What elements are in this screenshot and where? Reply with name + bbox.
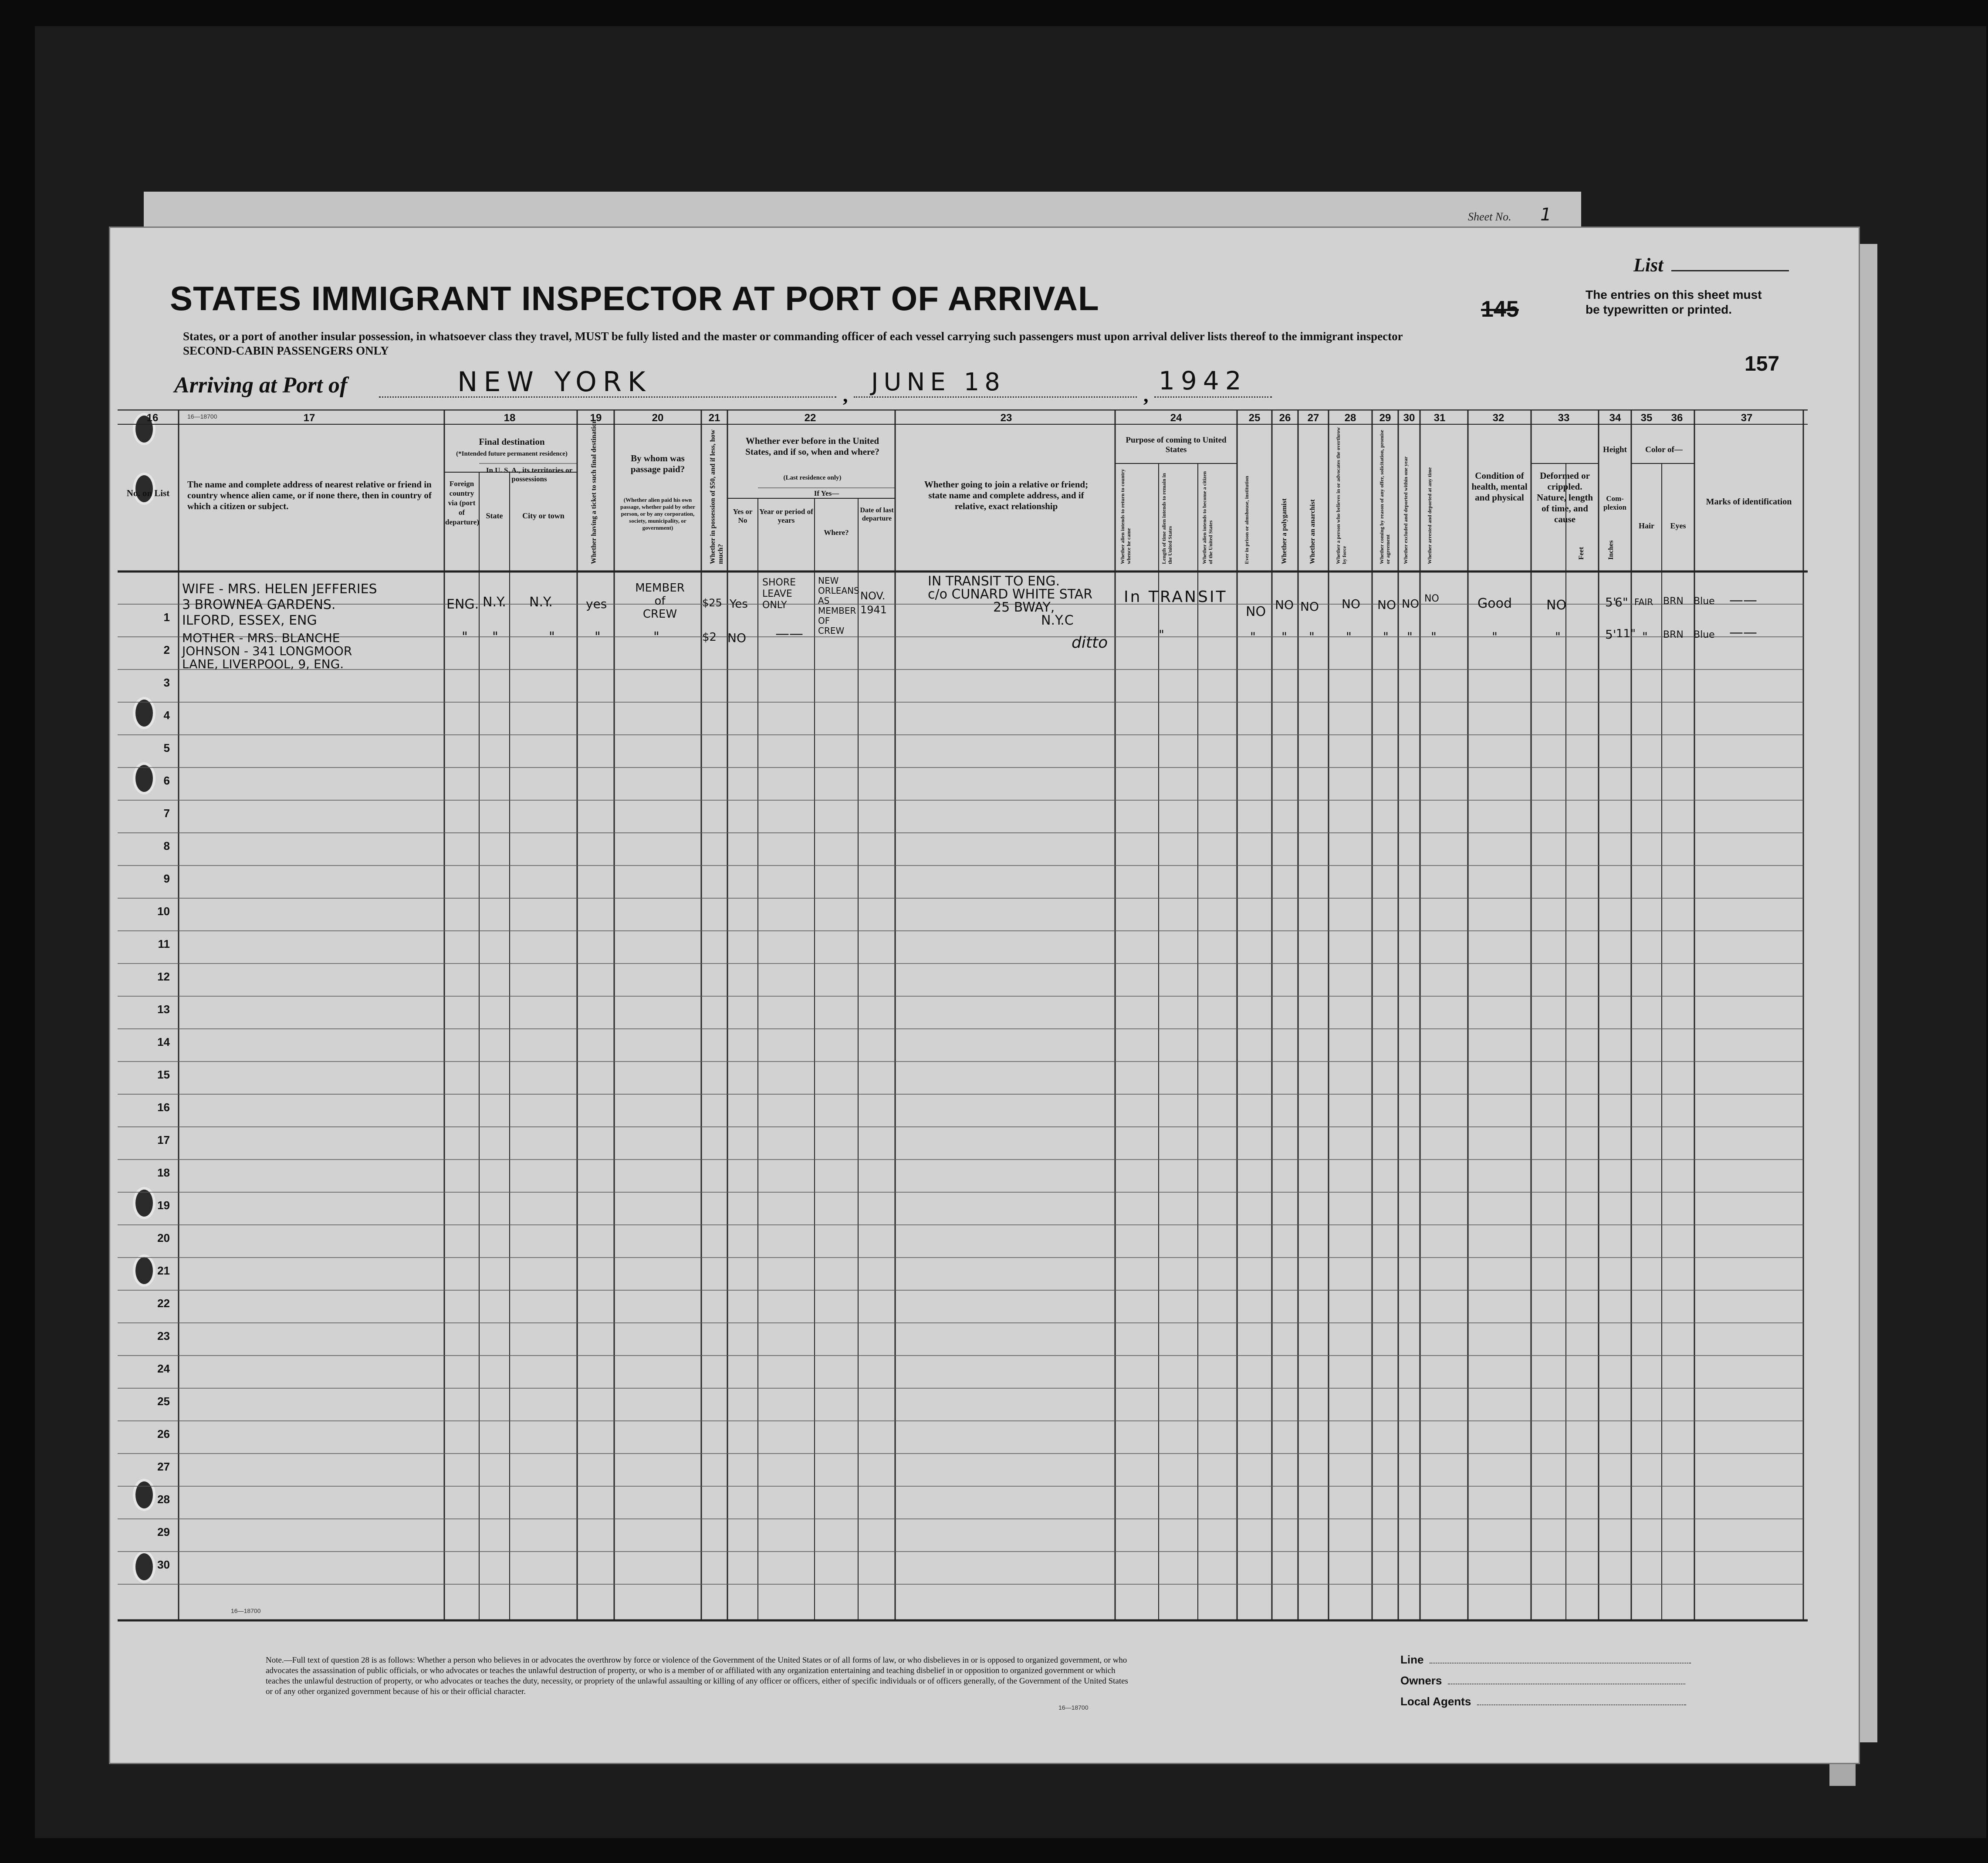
- row1-passage-line3: CREW: [642, 608, 677, 621]
- row1-last-departure: [860, 589, 887, 617]
- row1-anarchist: NO: [1300, 599, 1319, 614]
- row-number: 18: [157, 1166, 170, 1179]
- header-final-destination-sub: (*Intended future permanent residence): [456, 450, 568, 457]
- header-ever-before-sub: (Last residence only): [783, 474, 842, 481]
- row1-join-line2: c/o CUNARD WHITE STAR: [928, 587, 1093, 602]
- row1-prison: NO: [1246, 604, 1266, 619]
- header-ticket: Whether having a ticket to such final destination: [590, 419, 598, 564]
- row1-date-line2: 1941: [860, 604, 887, 616]
- list-label-text: List: [1633, 254, 1663, 276]
- row1-before-yes-no: Yes: [730, 598, 748, 611]
- row-number: 5: [163, 741, 170, 754]
- row-number: 30: [157, 1558, 170, 1571]
- row1-eyes: Blue: [1694, 596, 1715, 607]
- row-number: 14: [157, 1035, 170, 1048]
- list-label: [1633, 254, 1789, 276]
- header-city: City or town: [522, 511, 565, 520]
- row1-join-line1: IN TRANSIT TO ENG.: [928, 574, 1060, 589]
- header-color-of: Color of—: [1645, 445, 1683, 454]
- row2-prison: ": [1250, 629, 1256, 644]
- header-anarchist: Whether an anarchist: [1309, 499, 1316, 564]
- col-number: 25: [1248, 412, 1261, 424]
- row-number: 26: [157, 1427, 170, 1440]
- row1-relative-line1: WIFE - MRS. HELEN JEFFERIES: [182, 582, 377, 597]
- header-no-on-list: No. on List: [126, 488, 170, 498]
- row1-q30: NO: [1402, 598, 1419, 611]
- comma-2: ,: [1143, 384, 1149, 406]
- row-number: 24: [157, 1362, 170, 1375]
- row-number: 21: [157, 1264, 170, 1277]
- row2-city: ": [549, 629, 555, 645]
- header-health: Condition of health, mental and physical: [1471, 470, 1528, 503]
- row1-money: $25: [702, 597, 722, 609]
- row1-join-line3: 25 BWAY,: [993, 600, 1055, 615]
- row2-health: ": [1492, 629, 1498, 644]
- row-number: 11: [158, 937, 170, 950]
- col-number: 24: [1170, 412, 1182, 424]
- header-height: Height: [1603, 445, 1627, 454]
- row-number: 29: [157, 1525, 170, 1538]
- col-number: 35: [1640, 412, 1653, 424]
- header-purpose-citizen: Whether alien intends to become a citizen of the United States: [1201, 471, 1214, 564]
- struck-list-number: 145: [1481, 297, 1519, 322]
- header-q31: Whether arrested and deported at any time: [1427, 467, 1433, 564]
- row2-purpose: ": [1159, 627, 1164, 642]
- row1-city: N.Y.: [529, 595, 553, 610]
- row2-inches: 11": [1616, 627, 1636, 640]
- row2-relative-line3: LANE, LIVERPOOL, 9, ENG.: [182, 657, 344, 671]
- row1-join-line4: N.Y.C: [1041, 613, 1074, 628]
- row-number: 12: [157, 970, 170, 983]
- row-number: 2: [163, 643, 170, 656]
- footer-form-code: 16—18700: [1058, 1704, 1089, 1711]
- row-number: 15: [157, 1068, 170, 1081]
- row1-foreign-country: ENG.: [446, 597, 479, 612]
- row1-relative-line3: ILFORD, ESSEX, ENG: [182, 613, 317, 628]
- footer-agents-label: Local Agents: [1400, 1695, 1471, 1708]
- row2-state: ": [492, 629, 498, 645]
- row-number: 20: [157, 1231, 170, 1244]
- header-years: Year or period of years: [759, 507, 813, 524]
- year-value: 1942: [1159, 366, 1248, 396]
- col-number: 19: [590, 412, 602, 424]
- header-hair: Hair: [1639, 521, 1654, 530]
- row2-polygamist: ": [1281, 629, 1287, 644]
- instruction-line-1: States, or a port of another insular possession, in whatsoever class they travel, MUST be fully listed and the master or commanding officer of each vessel carrying such passengers must upon arrival deliver lists thereof to the immigrant inspector: [183, 330, 1403, 343]
- page-number: 157: [1745, 352, 1780, 375]
- header-ever-before: Whether ever before in the United States, and if so, when and where?: [745, 436, 879, 457]
- header-inches: Inches: [1607, 540, 1615, 560]
- row1-years: [762, 577, 796, 611]
- year-blank: [1154, 396, 1272, 398]
- row-number: 9: [163, 872, 170, 885]
- row-number: 19: [157, 1199, 170, 1212]
- list-blank-line: [1671, 270, 1789, 271]
- row1-relative-line2: 3 BROWNEA GARDENS.: [182, 597, 336, 612]
- header-q28: Whether a person who believes in or advocates the overthrow by force: [1335, 427, 1347, 564]
- row1-ticket: yes: [586, 597, 607, 611]
- row1-join: [928, 575, 1092, 627]
- sheet-number: [1468, 205, 1552, 225]
- row2-deformed: ": [1555, 629, 1561, 644]
- row1-inches: 6": [1615, 595, 1628, 609]
- header-passage-paid: By whom was passage paid?: [630, 453, 685, 474]
- row-number: 10: [157, 905, 170, 918]
- row2-eyes: Blue: [1694, 629, 1715, 640]
- header-purpose: Purpose of coming to United States: [1126, 436, 1227, 454]
- row1-feet: 5': [1605, 595, 1616, 609]
- header-polygamist: Whether a polygamist: [1281, 498, 1288, 564]
- header-where: Where?: [824, 528, 849, 537]
- col-number: 32: [1492, 412, 1505, 424]
- col-number: 23: [1000, 412, 1012, 424]
- header-yes-no: Yes or No: [733, 507, 753, 524]
- col-number: 31: [1434, 412, 1446, 424]
- header-q30: Whether excluded and deported within one year: [1403, 456, 1409, 564]
- arriving-line: [174, 372, 347, 398]
- row1-complexion: FAIR: [1634, 597, 1653, 607]
- row2-complexion: ": [1642, 629, 1648, 644]
- instruction-line-2: SECOND-CABIN PASSENGERS ONLY: [183, 344, 389, 357]
- arriving-label: Arriving at Port of: [174, 373, 348, 398]
- row2-marks: ——: [1729, 624, 1757, 640]
- row2-q31: ": [1431, 629, 1437, 644]
- sheet-no-label: Sheet No.: [1468, 210, 1511, 223]
- form-code-bottom: 16—18700: [231, 1607, 261, 1614]
- footer-owners: [1400, 1674, 1685, 1687]
- row1-health: Good: [1477, 596, 1512, 611]
- page-title: STATES IMMIGRANT INSPECTOR AT PORT OF ARRIVAL: [170, 279, 1099, 318]
- row1-where-line2: ORLEANS: [818, 585, 859, 596]
- row-number: 1: [163, 611, 170, 624]
- header-state: State: [486, 511, 503, 520]
- row-number: 25: [157, 1395, 170, 1408]
- form-code-top: 16—18700: [187, 413, 217, 420]
- row1-marks: ——: [1729, 592, 1757, 608]
- header-last-departure: Date of last departure: [860, 507, 894, 522]
- header-usa: In U. S. A., its territories or possessions: [486, 466, 573, 483]
- header-relative: The name and complete address of nearest relative or friend in country whence alien came, or if none there, then in country of which a citizen or subject.: [187, 479, 432, 511]
- row2-relative-line1: MOTHER - MRS. BLANCHE: [182, 631, 340, 645]
- underlying-page-top: [144, 192, 1581, 231]
- row1-passage: [623, 582, 697, 621]
- col-number: 33: [1558, 412, 1570, 424]
- row1-relative: [182, 582, 377, 629]
- row2-years: ——: [775, 625, 803, 642]
- header-final-destination: Final destination: [479, 436, 545, 447]
- header-feet: Feet: [1578, 547, 1585, 560]
- date-value: JUNE 18: [871, 368, 1005, 396]
- header-deformed: Deformed or crippled. Nature, length of time, and cause: [1536, 470, 1593, 524]
- row-number: 8: [163, 839, 170, 852]
- footer-owners-label: Owners: [1400, 1674, 1442, 1687]
- row-number: 4: [163, 709, 170, 722]
- row1-q28: NO: [1342, 597, 1360, 611]
- footer-agents-blank: [1477, 1704, 1686, 1705]
- row2-join: ditto: [1072, 634, 1108, 652]
- col-number: 17: [303, 412, 315, 424]
- col-number: 37: [1741, 412, 1753, 424]
- header-money: Whether in possession of $50, and if less, how much?: [709, 429, 724, 564]
- row2-hair: BRN: [1663, 629, 1684, 640]
- col-number: 26: [1279, 412, 1291, 424]
- row1-where-line3: AS: [818, 595, 830, 606]
- port-value: NEW YORK: [457, 366, 652, 398]
- row2-before-yes-no: NO: [727, 631, 746, 645]
- header-if-yes: If Yes—: [814, 489, 839, 497]
- row1-years-line3: ONLY: [762, 600, 787, 611]
- row1-where: [818, 576, 859, 636]
- comma-1: ,: [843, 384, 848, 406]
- col-number: 34: [1609, 412, 1621, 424]
- header-complexion: Com- plexion: [1603, 494, 1626, 511]
- row2-relative: [182, 632, 352, 671]
- row1-date-line1: NOV.: [860, 590, 886, 602]
- col-number: 16: [146, 412, 159, 424]
- row2-foreign-country: ": [462, 629, 468, 645]
- row-number: 6: [163, 774, 170, 787]
- header-purpose-length: Length of time alien intends to remain in the United States: [1161, 473, 1173, 564]
- col-number: 28: [1344, 412, 1356, 424]
- row2-ticket: ": [595, 629, 601, 645]
- date-blank: [854, 396, 1137, 398]
- row-number: 3: [163, 676, 170, 689]
- row1-where-line4: MEMBER: [818, 605, 856, 616]
- typewritten-note: [1586, 287, 1762, 317]
- row1-where-line1: NEW: [818, 575, 839, 586]
- row2-relative-line2: JOHNSON - 341 LONGMOOR: [182, 644, 352, 658]
- row1-passage-line1: MEMBER: [635, 582, 685, 595]
- header-eyes: Eyes: [1670, 521, 1686, 530]
- row2-q29: ": [1383, 629, 1389, 644]
- row1-polygamist: NO: [1275, 598, 1294, 612]
- col-number: 36: [1671, 412, 1683, 424]
- note-line-2: be typewritten or printed.: [1586, 303, 1732, 316]
- row-number: 17: [157, 1133, 170, 1146]
- row1-passage-line2: of: [654, 595, 666, 608]
- col-number: 21: [708, 412, 720, 424]
- row1-q31: NO: [1424, 593, 1439, 604]
- row1-purpose: In TRANSIT: [1124, 588, 1227, 606]
- col-number: 18: [504, 412, 516, 424]
- footnote-q28: Note.—Full text of question 28 is as follows: Whether a person who believes in or advocates the overthrow by force or violence of the Government of the United States or of all forms of law, or who disbelieves in or is opposed to organized government, or who advocates the assassination of public officials, or who advocates or teaches the unlawful destruction of property, or who is a member of or affiliated with any organization entertaining and teaching disbelief in or opposition to organized government or which teaches the unlawful destruction of property, or who advocates or teaches the duty, necessity, or propriety of the unlawful assaulting or killing of any officer or officers, either of specific individuals or of officers generally, of the Government of the United States or of any other organized government because of his or their official character.: [266, 1656, 1128, 1696]
- row1-where-line5: OF: [818, 615, 830, 626]
- row1-hair: BRN: [1663, 596, 1684, 607]
- note-line-1: The entries on this sheet must: [1586, 288, 1762, 301]
- row2-q30: ": [1407, 629, 1413, 644]
- footer-line-blank: [1430, 1663, 1691, 1664]
- row-number: 28: [157, 1493, 170, 1506]
- row-number: 23: [157, 1329, 170, 1342]
- col-number: 27: [1307, 412, 1319, 424]
- header-purpose-return: Whether alien intends to return to country whence he came: [1119, 469, 1132, 564]
- row2-q28: ": [1346, 629, 1352, 644]
- row-number: 7: [163, 807, 170, 820]
- row1-where-line6: CREW: [818, 626, 845, 636]
- row-number: 13: [157, 1003, 170, 1016]
- header-q29: Whether coming by reason of any offer, solicitation, promise or agreement: [1379, 429, 1391, 564]
- row1-years-line1: SHORE: [762, 577, 796, 588]
- row2-anarchist: ": [1309, 629, 1315, 644]
- row1-years-line2: LEAVE: [762, 588, 792, 599]
- footer-line: [1400, 1653, 1691, 1667]
- row2-feet: 5': [1605, 627, 1616, 642]
- col-number: 20: [652, 412, 664, 424]
- col-number: 30: [1403, 412, 1415, 424]
- manifest-table: [118, 409, 1808, 1633]
- col-number: 29: [1379, 412, 1391, 424]
- header-join-relative: Whether going to join a relative or friend; state name and complete address, and if relative, exact relationship: [924, 479, 1089, 511]
- header-marks: Marks of identification: [1706, 497, 1792, 507]
- footer-line-label: Line: [1400, 1653, 1424, 1666]
- row2-money: $2: [702, 631, 717, 644]
- row1-state: N.Y.: [483, 595, 506, 610]
- col-number: 22: [804, 412, 816, 424]
- sheet-no-value: 1: [1540, 205, 1552, 225]
- header-passage-note: (Whether alien paid his own passage, whether paid by other person, or by any corporation, society, municipality, or government): [620, 497, 696, 531]
- row-number: 22: [157, 1297, 170, 1310]
- row-number: 16: [157, 1101, 170, 1114]
- row1-deformed: NO: [1546, 598, 1567, 613]
- header-foreign-country: Foreign country via (port of departure): [445, 480, 480, 526]
- footer-agents: [1400, 1695, 1686, 1708]
- row1-q29: NO: [1377, 598, 1396, 612]
- row-number: 27: [157, 1460, 170, 1473]
- header-prison: Ever in prison or almshouse, institution: [1244, 476, 1250, 564]
- row2-passage: ": [653, 629, 659, 645]
